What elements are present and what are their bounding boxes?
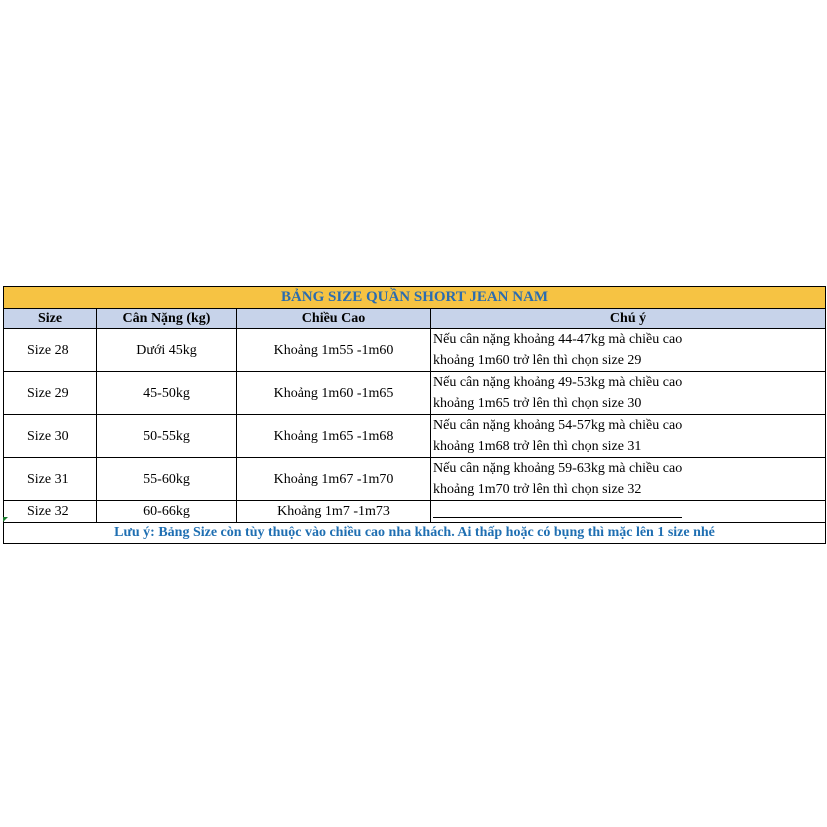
size-cell: Size 28 — [4, 329, 97, 372]
height-cell: Khoảng 1m60 -1m65 — [237, 372, 431, 415]
weight-cell: 55-60kg — [97, 458, 237, 501]
note-cell — [431, 372, 826, 415]
header-weight: Cân Nặng (kg) — [97, 309, 237, 329]
note-cell — [431, 458, 826, 501]
weight-cell: 60-66kg — [97, 501, 237, 523]
note-line: khoảng 1m65 trở lên thì chọn size 30 — [433, 396, 642, 411]
table-row — [4, 372, 826, 415]
title-row — [4, 287, 826, 309]
size-cell: Size 31 — [4, 458, 97, 501]
height-cell: Khoảng 1m65 -1m68 — [237, 415, 431, 458]
table-title: BẢNG SIZE QUẦN SHORT JEAN NAM — [4, 287, 826, 309]
table-row — [4, 415, 826, 458]
note-line: Nếu cân nặng khoảng 49-53kg mà chiều cao — [433, 375, 683, 390]
weight-cell: Dưới 45kg — [97, 329, 237, 372]
footer-row — [4, 523, 826, 544]
size-cell: Size 32 — [4, 501, 97, 523]
table-row — [4, 329, 826, 372]
note-cell — [431, 501, 826, 523]
size-chart-table — [3, 286, 826, 544]
size-cell: Size 30 — [4, 415, 97, 458]
note-line: khoảng 1m70 trở lên thì chọn size 32 — [433, 482, 642, 497]
note-cell — [431, 329, 826, 372]
note-line: Nếu cân nặng khoảng 54-57kg mà chiều cao — [433, 418, 683, 433]
size-cell: Size 29 — [4, 372, 97, 415]
header-height: Chiều Cao — [237, 309, 431, 329]
height-cell: Khoảng 1m7 -1m73 — [237, 501, 431, 523]
height-cell: Khoảng 1m55 -1m60 — [237, 329, 431, 372]
note-cell — [431, 415, 826, 458]
note-line: Nếu cân nặng khoảng 44-47kg mà chiều cao — [433, 332, 683, 347]
note-line: khoảng 1m68 trở lên thì chọn size 31 — [433, 439, 642, 454]
table-row — [4, 501, 826, 523]
height-cell: Khoảng 1m67 -1m70 — [237, 458, 431, 501]
header-size: Size — [4, 309, 97, 329]
weight-cell: 50-55kg — [97, 415, 237, 458]
cell-corner-marker — [3, 517, 8, 522]
weight-cell: 45-50kg — [97, 372, 237, 415]
note-line: khoảng 1m60 trở lên thì chọn size 29 — [433, 353, 642, 368]
header-note: Chú ý — [431, 309, 826, 329]
table-row — [4, 458, 826, 501]
blank-underline — [433, 505, 682, 518]
footer-note: Lưu ý: Bảng Size còn tùy thuộc vào chiều cao nha khách. Ai thấp hoặc có bụng thì mặc lên 1 size nhé — [4, 523, 826, 544]
note-line: Nếu cân nặng khoảng 59-63kg mà chiều cao — [433, 461, 683, 476]
header-row — [4, 309, 826, 329]
